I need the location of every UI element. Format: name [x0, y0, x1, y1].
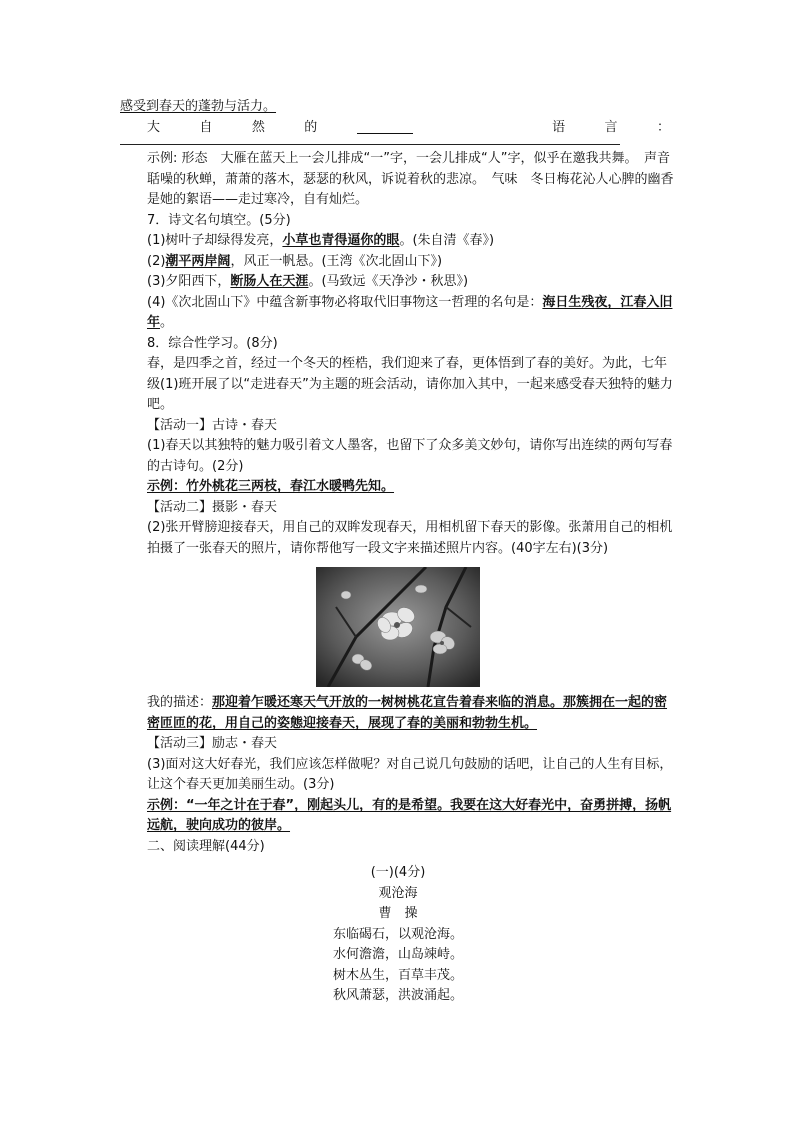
q7-answer: 海日生残夜，江春入旧年	[147, 294, 673, 330]
example-paragraph: 示例: 形态 大雁在蓝天上一会儿排成“一”字，一会儿排成“人”字，似乎在邀我共舞。 声音 聒噪的秋蝉，萧萧的落木，瑟瑟的秋风，诉说着秋的悲凉。 气味 冬日梅花沁人心脾的幽香是她的絮语——走过寒冷，自有灿烂。	[147, 151, 683, 207]
q7-item-4	[120, 293, 676, 334]
activity1-question: (1)春天以其独特的魅力吸引着文人墨客，也留下了众多美文妙句，请你写出连续的两句写春的古诗句。(2分)	[147, 438, 673, 474]
answer-blank	[357, 121, 413, 134]
poem-line: 水何澹澹，山岛竦峙。	[332, 947, 463, 962]
activity3-question: (3)面对这大好春光，我们应该怎样做呢？对自己说几句鼓励的话吧，让自己的人生有目标，让这个春天更加美丽生动。(3分)	[147, 756, 673, 792]
q7-item-3	[120, 272, 676, 293]
poem-line: 树木丛生，百草丰茂。	[332, 967, 463, 983]
q7-item-text: 。(朱自清《春》)	[399, 233, 495, 248]
section2-title: 二、阅读理解(44分)	[147, 838, 265, 854]
prompt-char: 的	[304, 119, 318, 135]
q7-item-2	[120, 252, 676, 273]
prompt-char: 语	[552, 119, 566, 135]
q8-title: 8．综合性学习。(8分)	[147, 335, 278, 351]
intro-text: 感受到春天的蓬勃与活力。	[120, 99, 277, 114]
prompt-char: 大	[147, 119, 161, 135]
poem-title: 观沧海	[378, 885, 418, 901]
description-answer: 那迎着乍暖还寒天气开放的一树树桃花宣告着春来临的消息。那簇拥在一起的密密匝匝的花，用自己的姿態迎接春天，展现了春的美丽和勃勃生机。	[147, 695, 668, 731]
q7-item-text: (4)《次北固山下》中蕴含新事物必将取代旧事物这一哲理的名句是：	[147, 294, 543, 310]
activity1-title: 【活动一】古诗・春天	[147, 417, 278, 433]
page-content	[120, 97, 683, 1007]
q8-intro: 春，是四季之首，经过一个冬天的桎梏，我们迎来了春，更体悟到了春的美好。为此，七年级(1)班开展了以“走进春天”为主题的班会活动，请你加入其中，一起来感受春天独特的魅力吧。	[147, 356, 673, 412]
activity2-title: 【活动二】摄影・春天	[147, 499, 278, 515]
description-label: 我的描述：	[147, 695, 213, 710]
q7-item-text: 。(马致远《天净沙・秋思》)	[308, 274, 469, 289]
q7-answer: 断肠人在天涯	[230, 274, 309, 289]
activity1-answer-line	[120, 477, 676, 498]
activity3-answer-line	[120, 796, 676, 837]
poem-author: 曹 操	[378, 906, 418, 921]
q7-answer: 小草也青得逼你的眼	[282, 233, 400, 248]
q7-item-text: (2)	[147, 253, 166, 269]
reading-sub-title: (一)(4分)	[370, 865, 426, 880]
q7-item-text: (1)树叶子却绿得发亮，	[147, 233, 283, 248]
prompt-char: 自	[199, 119, 213, 135]
activity3-title: 【活动三】励志・春天	[147, 736, 278, 751]
activity2-question: (2)张开臂膀迎接春天，用自己的双眸发现春天，用相机留下春天的影像。张萧用自己的相机拍摄了一张春天的照片，请你帮他写一段文字来描述照片内容。(40字左右)(3分)	[147, 520, 673, 556]
answer-rule	[120, 144, 620, 145]
activity1-answer: 示例：竹外桃花三两枝，春江水暖鸭先知。	[147, 479, 395, 494]
q7-item-text: 。	[160, 315, 174, 330]
intro-line	[120, 97, 676, 118]
poem-line: 秋风萧瑟，洪波涌起。	[332, 988, 463, 1003]
prompt-char: 言	[604, 119, 618, 135]
q7-item-1	[120, 231, 676, 252]
prompt-char: ：	[656, 119, 670, 135]
q7-title: 7．诗文名句填空。(5分)	[147, 212, 291, 228]
activity3-answer: 示例：“一年之计在于春”，刚起头儿，有的是希望。我要在这大好春光中，奋勇拼搏，扬帆远航，驶向成功的彼岸。	[147, 797, 672, 833]
q7-answer: 潮平两岸阔	[165, 253, 231, 269]
q7-item-text: ，风正一帆悬。(王湾《次北固山下》)	[230, 253, 443, 269]
prompt-line	[120, 118, 676, 139]
prompt-char: 然	[251, 119, 265, 135]
spring-blossom-photo	[316, 567, 480, 687]
description-block	[120, 693, 676, 734]
poem-line: 东临碣石，以观沧海。	[332, 926, 463, 942]
q7-item-text: (3)夕阳西下，	[147, 274, 231, 289]
